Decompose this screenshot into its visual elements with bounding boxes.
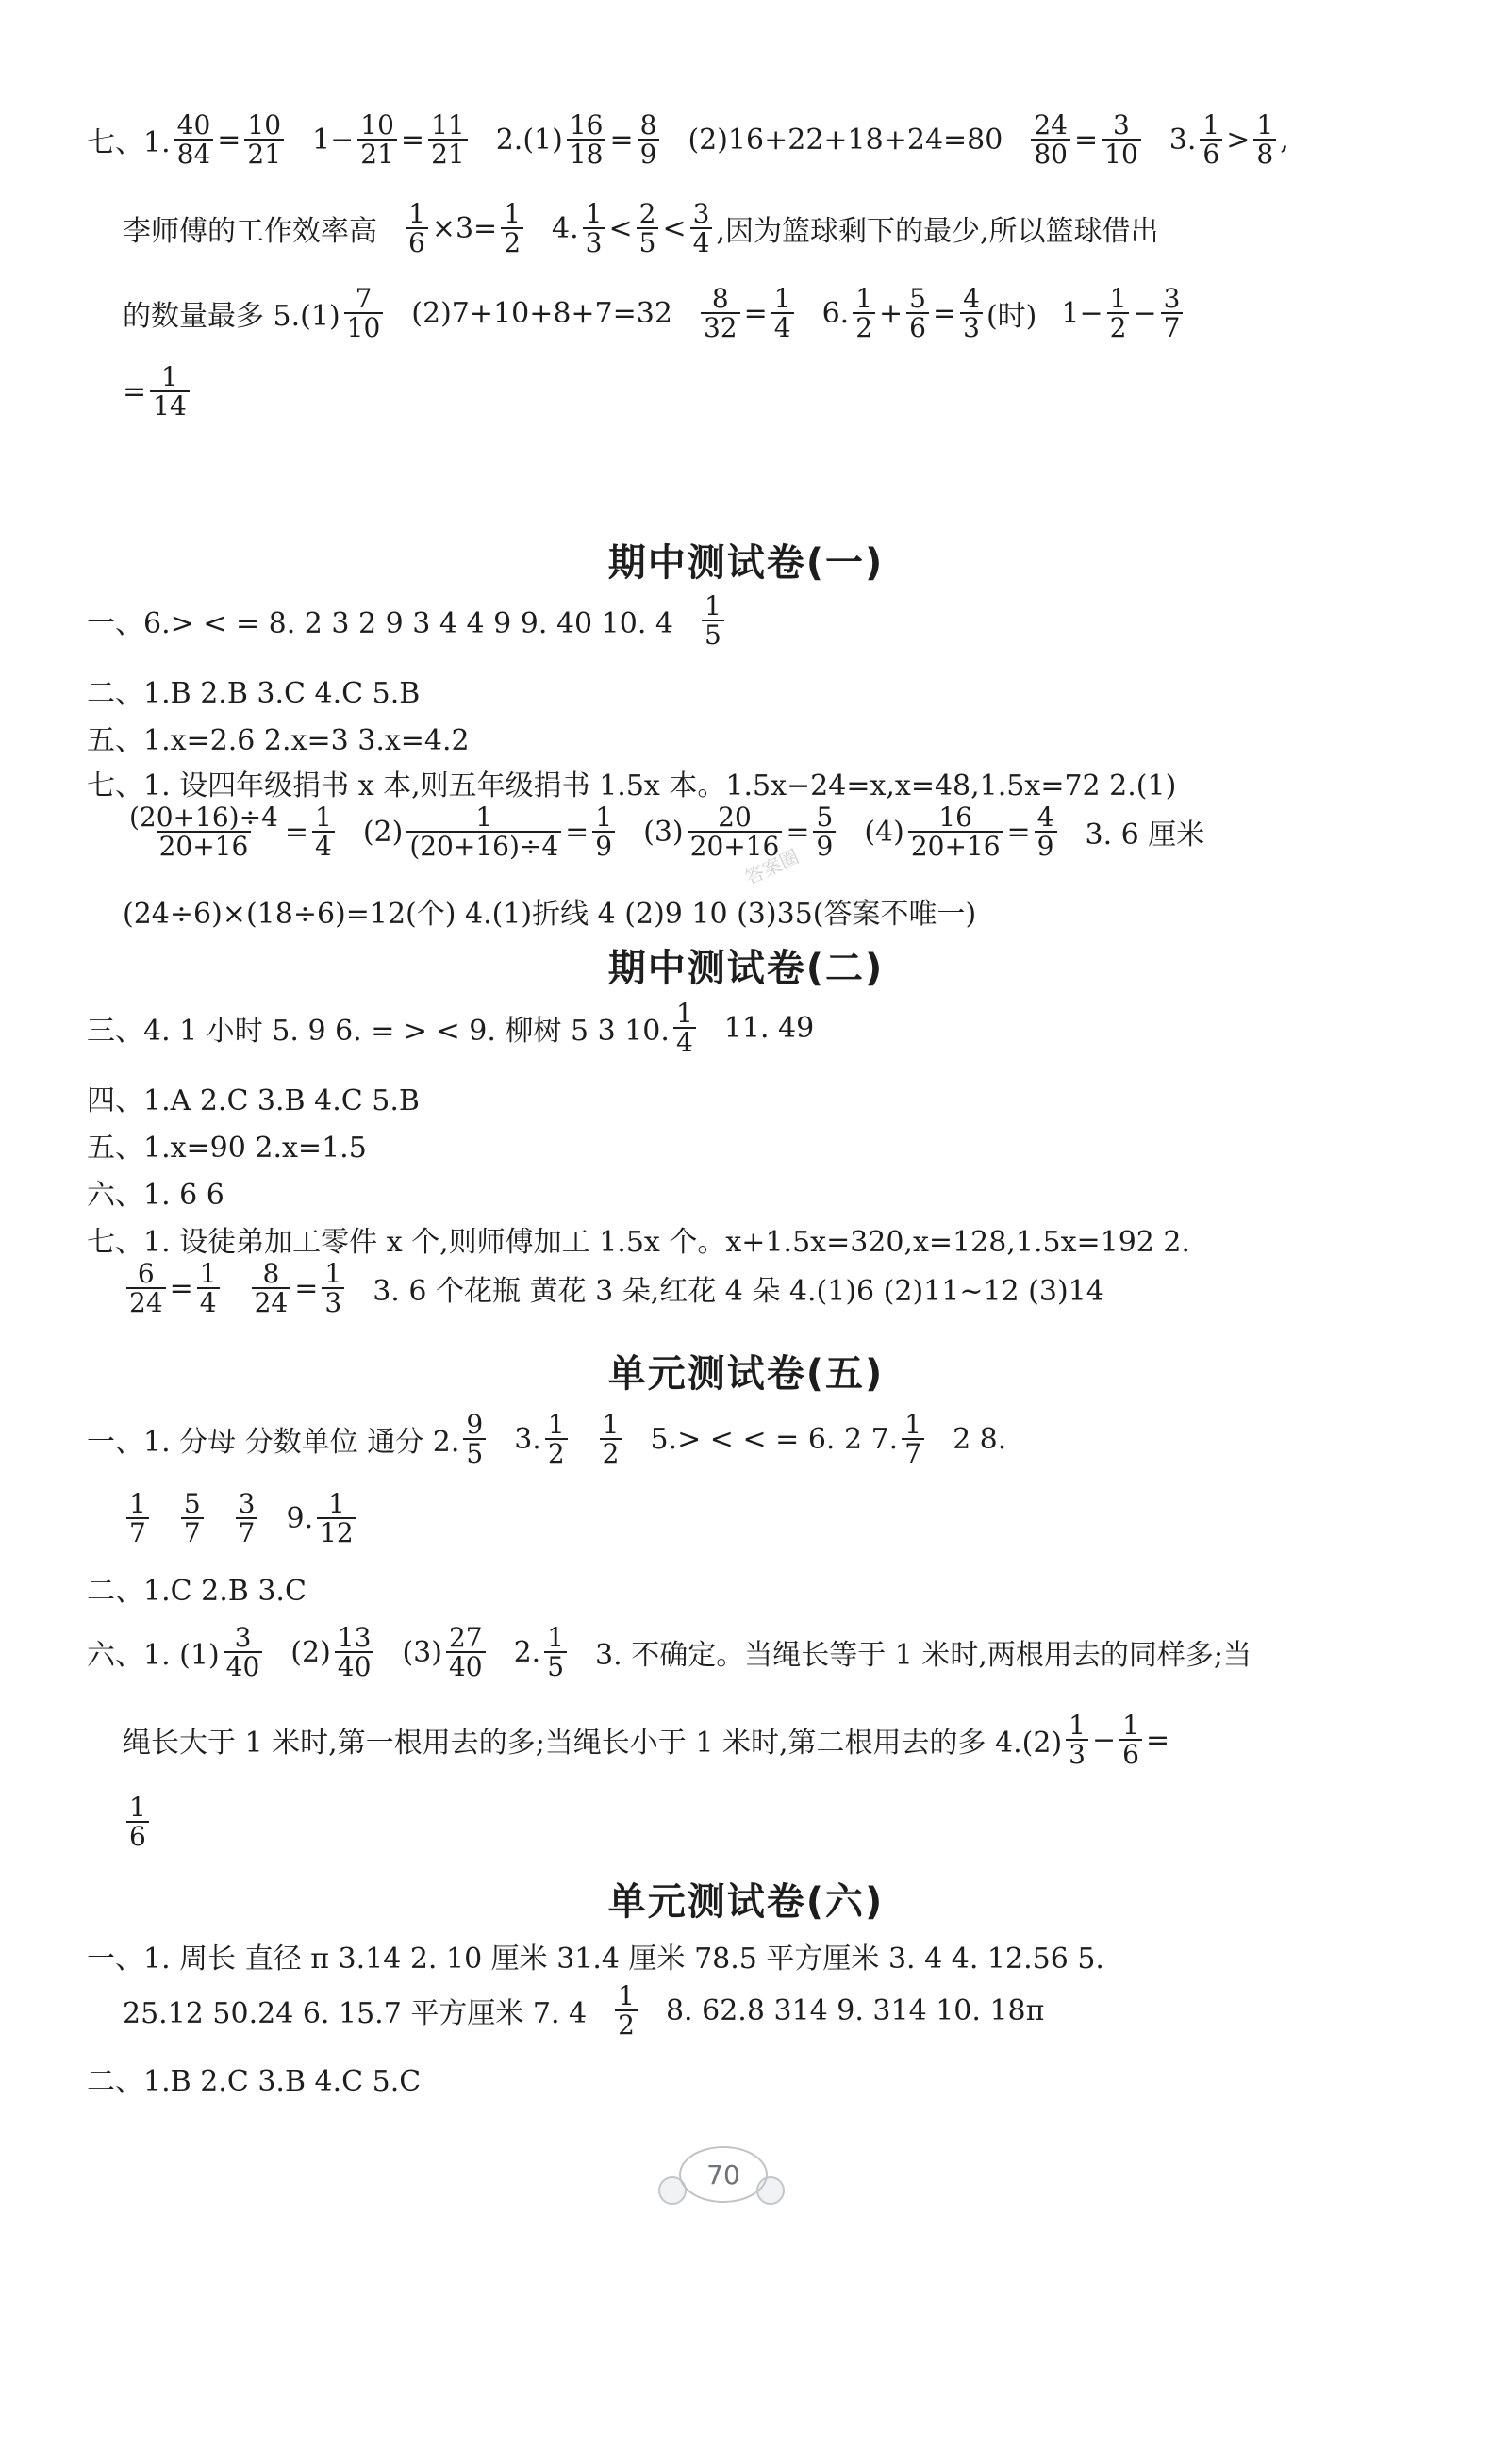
answer-line: 五、1.x=2.6 2.x=3 3.x=4.2 bbox=[87, 724, 470, 757]
fraction: $\frac{1}{5}$ bbox=[702, 592, 724, 650]
fraction: $\frac{3}{4}$ bbox=[690, 200, 713, 257]
fraction: $\frac{1}{7}$ bbox=[902, 1411, 924, 1468]
section-heading: 期中测试卷(一) bbox=[607, 541, 885, 585]
fraction: $\frac{7}{10}$ bbox=[344, 285, 384, 342]
answer-line: 七、1. 设四年级捐书 x 本,则五年级捐书 1.5x 本。1.5x−24=x,x=48,1.5x=72 2.(1) bbox=[87, 769, 1177, 802]
fraction: $\frac{3}{7}$ bbox=[1161, 285, 1184, 342]
answer-line: 五、1.x=90 2.x=1.5 bbox=[87, 1132, 367, 1165]
fraction: $\frac{1}{(20+16)\div 4}$ bbox=[406, 803, 561, 861]
fraction: $\frac{1}{6}$ bbox=[1119, 1712, 1142, 1769]
answer-line: 六、1. 6 6 bbox=[87, 1179, 224, 1212]
fraction: $\frac{3}{40}$ bbox=[224, 1624, 263, 1681]
answer-line: (24÷6)×(18÷6)=12(个) 4.(1)折线 4 (2)9 10 (3)35(答案不唯一) bbox=[123, 898, 977, 931]
fraction: $\frac{16}{20+16}$ bbox=[908, 803, 1003, 861]
fraction: $\frac{3}{10}$ bbox=[1102, 111, 1141, 169]
answer-line: 七、1. $\frac{40}{84}$ = $\frac{10}{21}$ 1− $\frac{10}{21}$ = $\frac{11}{21}$ 2.(1) $\frac{16}{18}$ = $\frac{8}{9}$ (2)16+22+18+24=80 $\frac{24}{80}$ = $\frac{3}{10}$ 3. $\frac{1}{6}$ > $\frac{1}{8}$ , bbox=[87, 109, 1289, 171]
answer-line: $\frac{6}{24}$ = $\frac{1}{4}$ $\frac{8}{24}$ = $\frac{1}{3}$ 3. 6 个花瓶 黄花 3 朵,红花 4 朵 4.(1)6 (2)11~12 (3)14 bbox=[123, 1260, 1405, 1317]
fraction: $\frac{8}{9}$ bbox=[638, 111, 660, 169]
answer-line: 七、1. 设徒弟加工零件 x 个,则师傅加工 1.5x 个。x+1.5x=320,x=128,1.5x=192 2. bbox=[87, 1226, 1191, 1259]
answer-line: 绳长大于 1 米时,第一根用去的多;当绳长小于 1 米时,第二根用去的多 4.(2) $\frac{1}{3}$ − $\frac{1}{6}$ = bbox=[123, 1710, 1170, 1771]
fraction: $\frac{1}{4}$ bbox=[771, 285, 794, 342]
fraction: $\frac{3}{7}$ bbox=[236, 1490, 258, 1547]
fraction: $\frac{4}{3}$ bbox=[960, 285, 983, 342]
fraction: $\frac{1}{7}$ bbox=[126, 1490, 149, 1547]
fraction: $\frac{8}{32}$ bbox=[701, 285, 740, 342]
answer-line: 二、1.B 2.C 3.B 4.C 5.C bbox=[87, 2065, 422, 2098]
answer-line bbox=[123, 1794, 1405, 1851]
fraction: $\frac{1}{2}$ bbox=[545, 1411, 568, 1468]
fraction: $\frac{1}{12}$ bbox=[317, 1490, 356, 1547]
fraction: $\frac{1}{9}$ bbox=[592, 803, 615, 861]
fraction: $\frac{24}{80}$ bbox=[1031, 111, 1070, 169]
watermark: 答案圈 bbox=[741, 845, 803, 890]
fraction: $\frac{6}{24}$ bbox=[126, 1260, 166, 1317]
section-heading: 单元测试卷(五) bbox=[607, 1352, 885, 1396]
answer-line: 一、6.> < = 8. 2 3 2 9 3 4 4 9 9. 40 10. 4 $\frac{1}{5}$ bbox=[87, 592, 1369, 650]
fraction: $\frac{4}{9}$ bbox=[1035, 803, 1057, 861]
answer-line: 四、1.A 2.C 3.B 4.C 5.B bbox=[87, 1084, 420, 1117]
fraction: $\frac{5}{7}$ bbox=[181, 1490, 204, 1547]
answer-line: 25.12 50.24 6. 15.7 平方厘米 7. 4 $\frac{1}{2}$ 8. 62.8 314 9. 314 10. 18π bbox=[123, 1980, 1045, 2042]
section-heading: 期中测试卷(二) bbox=[607, 947, 885, 990]
answer-line: $\frac{1}{7}$ $\frac{5}{7}$ $\frac{3}{7}$ 9. $\frac{1}{12}$ bbox=[123, 1490, 1405, 1547]
answer-line: 一、1. 周长 直径 π 3.14 2. 10 厘米 31.4 厘米 78.5 平方厘米 3. 4 4. 12.56 5. bbox=[87, 1943, 1104, 1976]
fraction: $\frac{27}{40}$ bbox=[446, 1624, 486, 1681]
answer-line: 的数量最多 5.(1) $\frac{7}{10}$ (2)7+10+8+7=32 $\frac{8}{32}$ = $\frac{1}{4}$ 6. $\frac{1}{2}$ + $\frac{5}{6}$ = $\frac{4}{3}$ (时) 1− $\frac{1}{2}$ − $\frac{3}{7}$ bbox=[123, 285, 1405, 342]
fraction: $\frac{(20+16)\div 4}{20+16}$ bbox=[129, 802, 278, 863]
fraction: $\frac{1}{2}$ bbox=[853, 285, 875, 342]
fraction: $\frac{1}{2}$ bbox=[615, 1982, 638, 2040]
fraction: $\frac{8}{24}$ bbox=[252, 1260, 291, 1317]
fraction: $\frac{1}{2}$ bbox=[501, 200, 523, 257]
answer-line: 六、1. (1) $\frac{3}{40}$ (2) $\frac{13}{40}$ (3) $\frac{27}{40}$ 2. $\frac{1}{5}$ 3. 不确定。当绳长等于 1 米时,两根用去的同样多;当 bbox=[87, 1622, 1252, 1683]
fraction: $\frac{10}{21}$ bbox=[357, 111, 397, 169]
section-heading: 单元测试卷(六) bbox=[607, 1880, 885, 1924]
answer-line: 二、1.C 2.B 3.C bbox=[87, 1575, 307, 1608]
page-number: 70 bbox=[679, 2146, 768, 2203]
fraction: $\frac{1}{6}$ bbox=[1200, 111, 1222, 169]
answer-line: 一、1. 分母 分数单位 通分 2. $\frac{9}{5}$ 3. $\frac{1}{2}$ $\frac{1}{2}$ 5.> < < = 6. 2 7. $\frac{1}{7}$ 2 8. bbox=[87, 1409, 1007, 1470]
fraction: $\frac{1}{8}$ bbox=[1253, 111, 1276, 169]
fraction: $\frac{1}{4}$ bbox=[197, 1260, 220, 1317]
fraction: $\frac{2}{5}$ bbox=[637, 200, 659, 257]
answer-line: $\frac{(20+16)\div 4}{20+16}$ = $\frac{1}{4}$ (2) $\frac{1}{(20+16)\div 4}$ = $\frac{1}{9}$ (3) $\frac{20}{20+16}$ = $\frac{5}{9}$ (4) $\frac{16}{20+16}$ = $\frac{4}{9}$ 3. 6 厘米 bbox=[123, 803, 1405, 861]
fraction: $\frac{11}{21}$ bbox=[428, 111, 468, 169]
fraction: $\frac{1}{6}$ bbox=[126, 1794, 149, 1851]
answer-line: = $\frac{1}{14}$ bbox=[123, 363, 1405, 421]
fraction: $\frac{1}{3}$ bbox=[583, 200, 605, 257]
fraction: $\frac{5}{9}$ bbox=[813, 803, 836, 861]
answer-line: 李师傅的工作效率高 $\frac{1}{6}$ ×3= $\frac{1}{2}$ 4. $\frac{1}{3}$ < $\frac{2}{5}$ < $\frac{3}{4}$ ,因为篮球剩下的最少,所以篮球借出 bbox=[123, 198, 1159, 259]
fraction: $\frac{1}{2}$ bbox=[1107, 285, 1130, 342]
fraction: $\frac{16}{18}$ bbox=[567, 111, 606, 169]
fraction: $\frac{1}{3}$ bbox=[1066, 1712, 1088, 1769]
fraction: $\frac{1}{5}$ bbox=[544, 1624, 567, 1681]
fraction: $\frac{13}{40}$ bbox=[335, 1624, 374, 1681]
fraction: $\frac{10}{21}$ bbox=[244, 111, 284, 169]
fraction: $\frac{1}{2}$ bbox=[600, 1411, 622, 1468]
answer-line: 三、4. 1 小时 5. 9 6. = > < 9. 柳树 5 3 10. $\frac{1}{4}$ 11. 49 bbox=[87, 998, 815, 1059]
fraction: $\frac{1}{6}$ bbox=[406, 200, 428, 257]
fraction: $\frac{1}{4}$ bbox=[673, 1000, 696, 1057]
fraction: $\frac{1}{3}$ bbox=[322, 1260, 344, 1317]
fraction: $\frac{5}{6}$ bbox=[906, 285, 929, 342]
fraction: $\frac{40}{84}$ bbox=[174, 111, 214, 169]
page-number-badge bbox=[651, 2139, 792, 2214]
fraction: $\frac{20}{20+16}$ bbox=[688, 803, 783, 861]
fraction: $\frac{9}{5}$ bbox=[463, 1411, 486, 1468]
answer-line: 二、1.B 2.B 3.C 4.C 5.B bbox=[87, 677, 421, 710]
fraction: $\frac{1}{4}$ bbox=[312, 803, 335, 861]
fraction: $\frac{1}{14}$ bbox=[150, 363, 190, 421]
